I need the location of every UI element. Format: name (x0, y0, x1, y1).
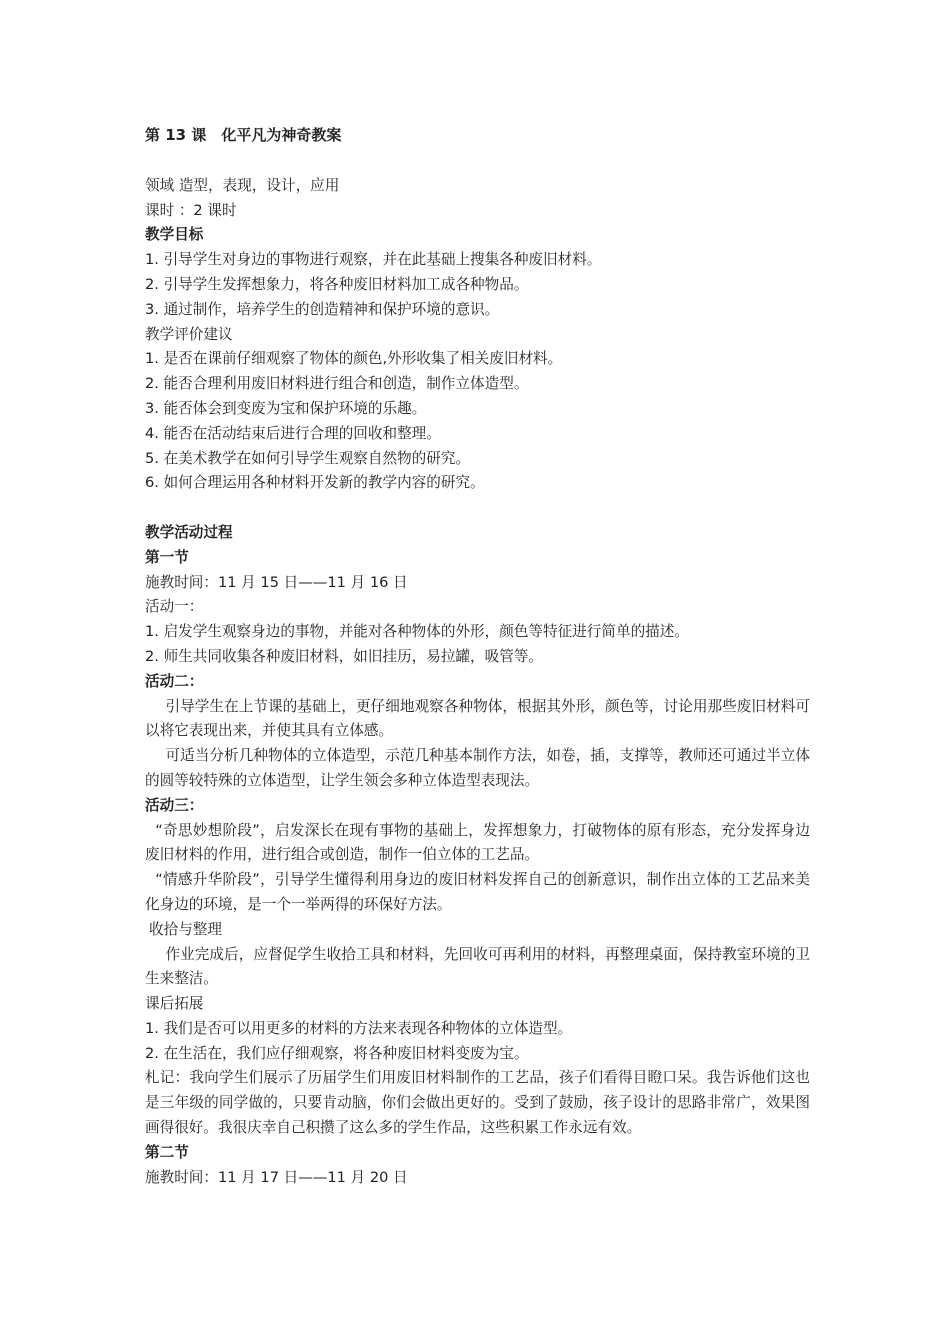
extension-item: 2. 在生活在，我们应仔细观察，将各种废旧材料变废为宝。 (145, 1044, 529, 1062)
process-heading: 教学活动过程 (145, 523, 233, 541)
hours-line: 课时 ：2 课时 (145, 201, 237, 219)
activity2-paragraph: 可适当分析几种物体的立体造型，示范几种基本制作方法，如卷，插，支撑等，教师还可通过半立体的圆等较特殊的立体造型，让学生领会多种立体造型表现法。 (145, 747, 810, 789)
activity1-item: 2. 师生共同收集各种废旧材料，如旧挂历，易拉罐，吸管等。 (145, 647, 544, 665)
objective-item: 3. 通过制作，培养学生的创造精神和保护环境的意识。 (145, 300, 500, 318)
evaluation-item: 3. 能否体会到变废为宝和保护环境的乐趣。 (145, 399, 427, 417)
extension-heading: 课后拓展 (145, 995, 204, 1013)
activity1-heading: 活动一： (145, 598, 204, 616)
domain-line: 领域 造型，表现，设计，应用 (145, 176, 340, 194)
objective-item: 1. 引导学生对身边的事物进行观察，并在此基础上搜集各种废旧材料。 (145, 251, 602, 269)
cleanup-paragraph: 作业完成后，应督促学生收拾工具和材料，先回收可再利用的材料，再整理桌面，保持教室环境的卫生来整洁。 (145, 945, 810, 988)
document-body (145, 123, 810, 1190)
evaluation-item: 5. 在美术教学在如何引导学生观察自然物的研究。 (145, 449, 471, 467)
lesson-title: 第 13 课 化平凡为神奇教案 (145, 126, 342, 144)
section1-time: 施教时间：11 月 15 日——11 月 16 日 (145, 573, 408, 591)
evaluation-heading: 教学评价建议 (145, 325, 233, 343)
objective-item: 2. 引导学生发挥想象力，将各种废旧材料加工成各种物品。 (145, 275, 529, 293)
activity3-heading: 活动三： (145, 796, 204, 814)
evaluation-item: 6. 如何合理运用各种材料开发新的教学内容的研究。 (145, 474, 485, 492)
evaluation-item: 1. 是否在课前仔细观察了物体的颜色,外形收集了相关废旧材料。 (145, 350, 563, 368)
activity2-heading: 活动二： (145, 672, 204, 690)
activity2-paragraph: 引导学生在上节课的基础上，更仔细地观察各种物体，根据其外形，颜色等，讨论用那些废旧材料可以将它表现出来，并使其具有立体感。 (145, 697, 810, 740)
activity1-item: 1. 启发学生观察身边的事物，并能对各种物体的外形，颜色等特征进行简单的描述。 (145, 623, 689, 641)
evaluation-item: 2. 能否合理利用废旧材料进行组合和创造，制作立体造型。 (145, 375, 529, 393)
section1-heading: 第一节 (145, 548, 189, 566)
section2-heading: 第二节 (145, 1143, 189, 1161)
evaluation-item: 4. 能否在活动结束后进行合理的回收和整理。 (145, 424, 441, 442)
extension-item: 1. 我们是否可以用更多的材料的方法来表现各种物体的立体造型。 (145, 1019, 573, 1037)
notes-paragraph: 札记：我向学生们展示了历届学生们用废旧材料制作的工艺品，孩子们看得目瞪口呆。我告诉他们这也是三年级的同学做的，只要肯动脑，你们会做出更好的。受到了鼓励，孩子设计的思路非常广，效果图画得很好。我很庆幸自己积攒了这么多的学生作品，这些积累工作永远有效。 (145, 1069, 810, 1137)
activity3-paragraph: “情感升华阶段”，引导学生懂得利用身边的废旧材料发挥自己的创新意识，制作出立体的工艺品来美化身边的环境，是一个一举两得的环保好方法。 (145, 871, 810, 913)
section2-time: 施教时间：11 月 17 日——11 月 20 日 (145, 1168, 408, 1186)
cleanup-heading: 收拾与整理 (149, 920, 222, 938)
objectives-heading: 教学目标 (145, 226, 204, 244)
activity3-paragraph: “奇思妙想阶段”，启发深长在现有事物的基础上，发挥想象力，打破物体的原有形态，充分发挥身边废旧材料的作用，进行组合或创造，制作一伯立体的工艺品。 (145, 821, 810, 864)
